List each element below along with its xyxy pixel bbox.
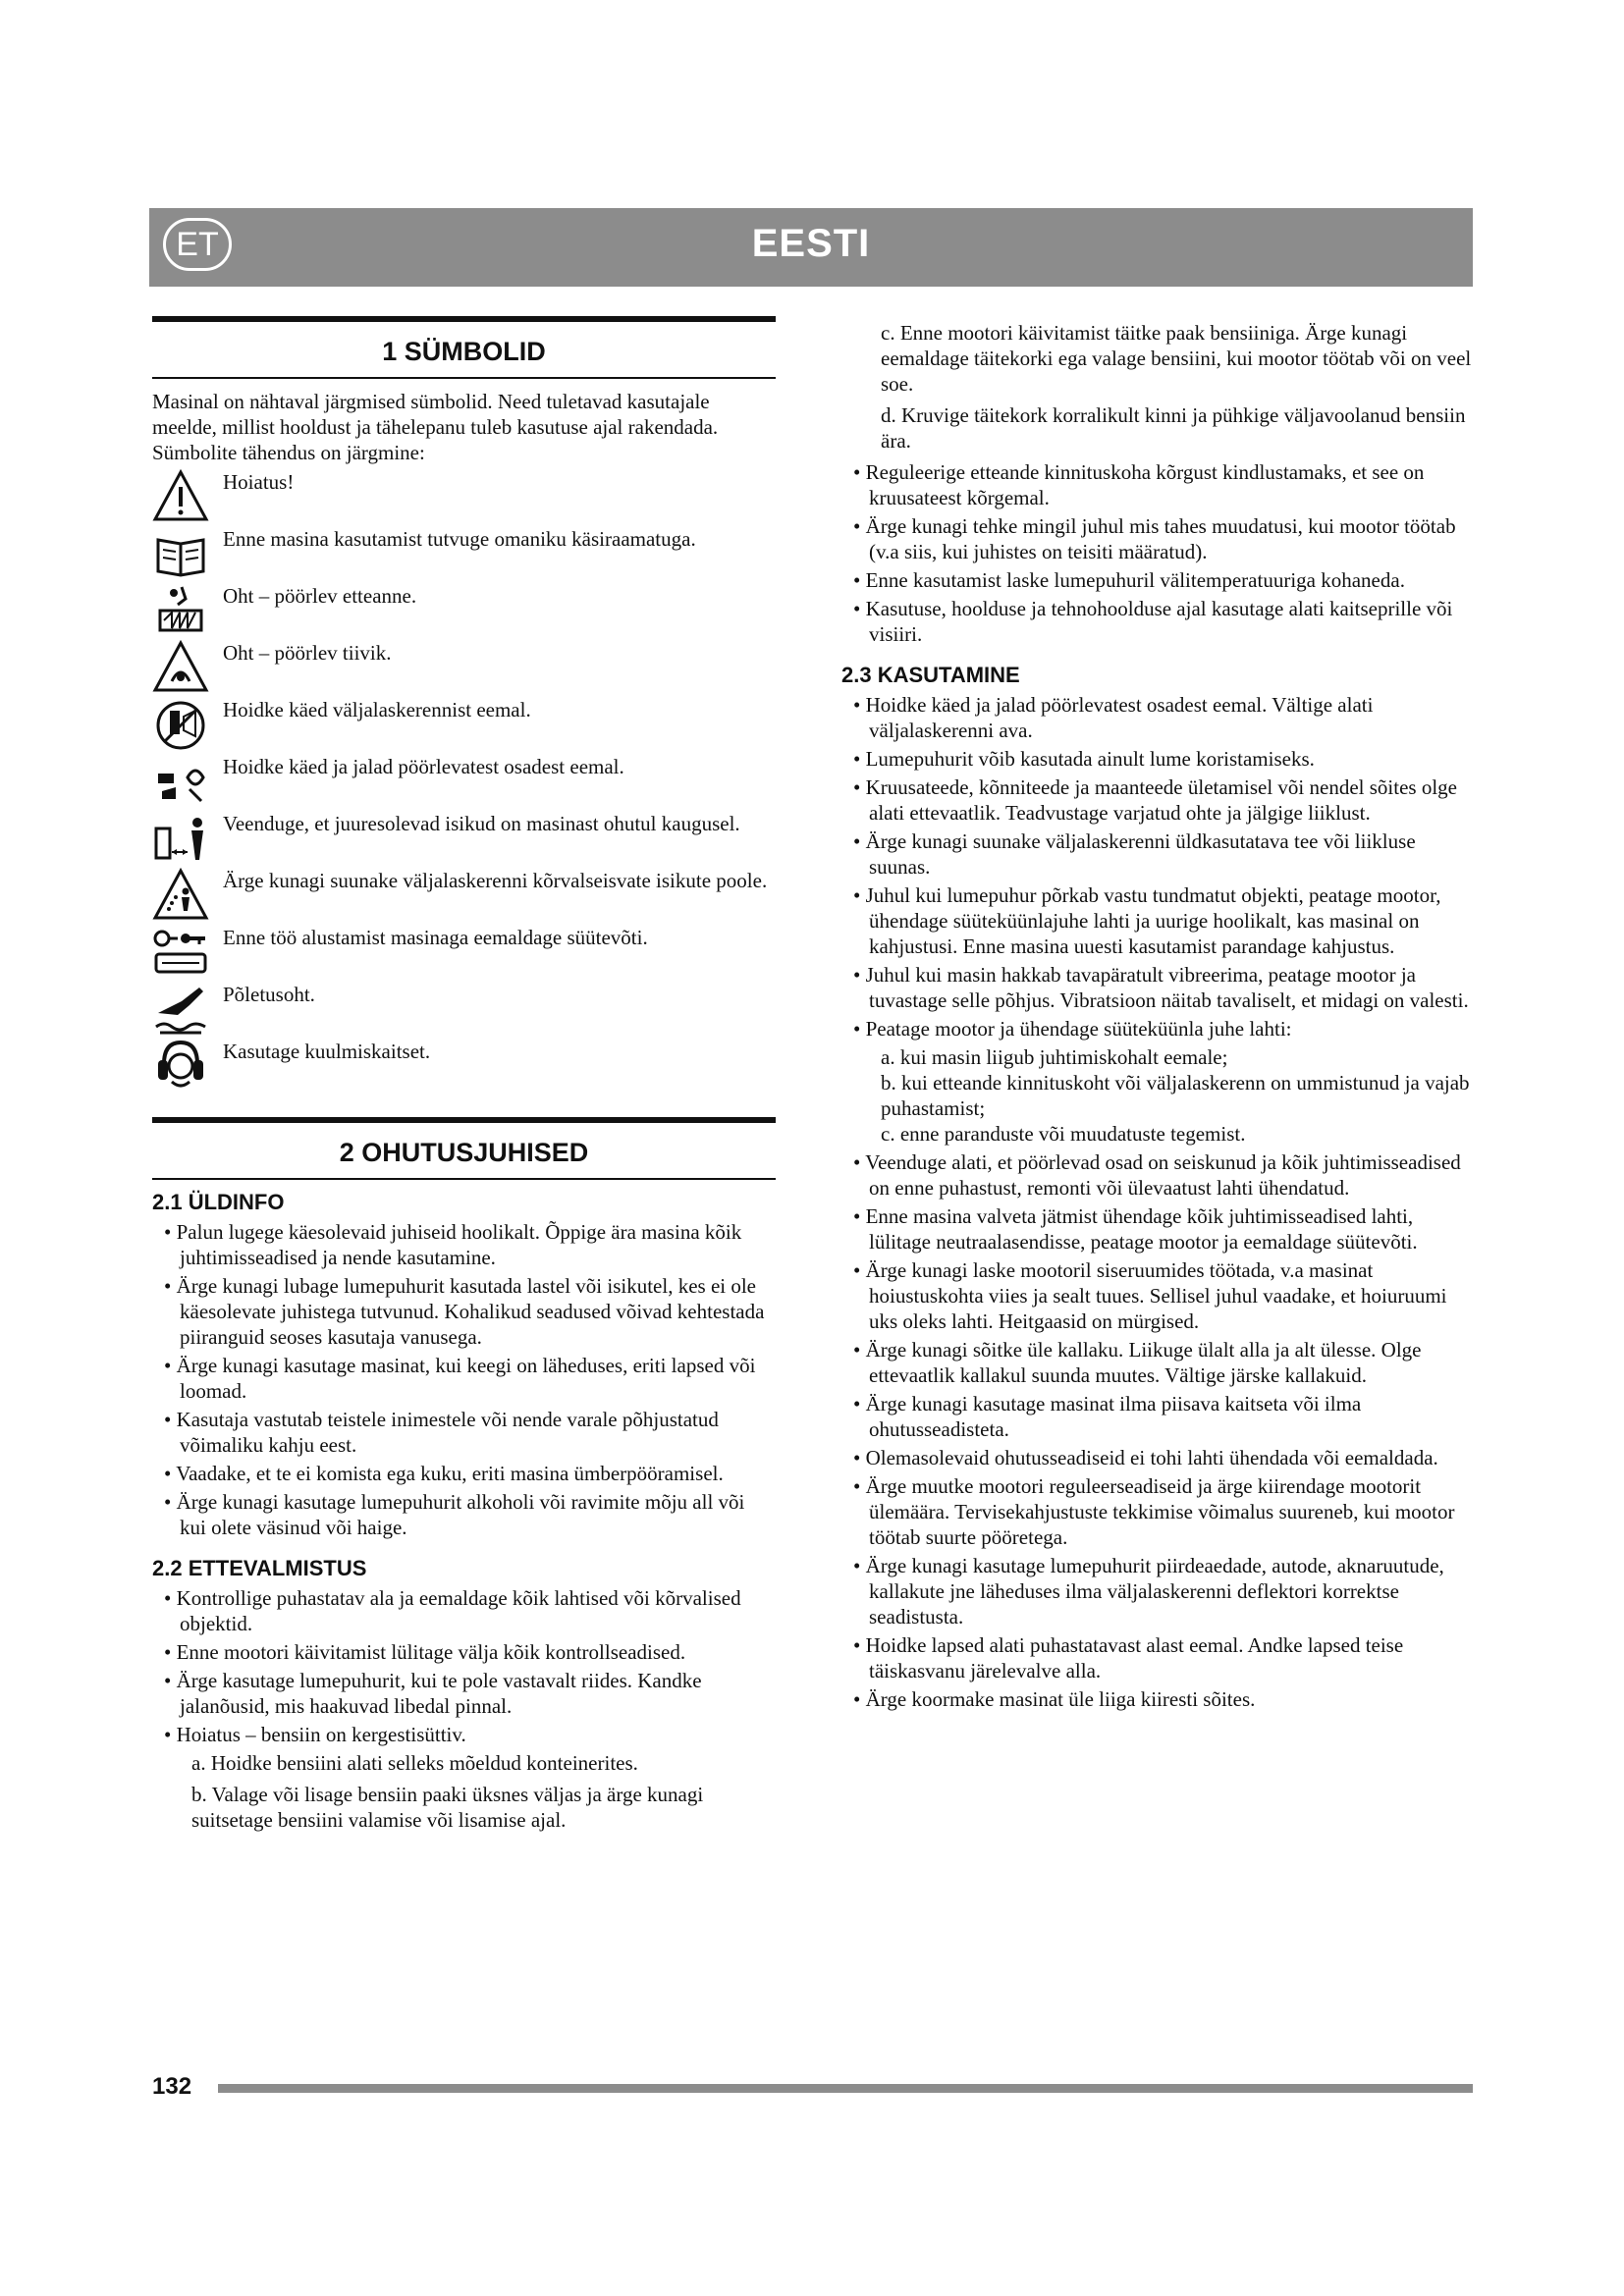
stop-case-a: a. kui masin liigub juhtimiskohalt eemale;	[881, 1045, 1228, 1069]
symbol-text: Hoidke käed ja jalad pöörlevatest osadest eemal.	[223, 755, 624, 778]
list-item: • Peatage mootor ja ühendage süüteküünla juhe lahti:	[853, 1017, 1292, 1041]
thrown-objects-icon	[152, 868, 209, 921]
symbol-text: Enne töö alustamist masinaga eemaldage süütevõti.	[223, 926, 648, 949]
section-1-heading: 1 SÜMBOLID	[152, 316, 776, 379]
right-column	[841, 320, 1473, 1715]
list-item: • Ärge kasutage lumepuhurit, kui te pole vastavalt riides. Kandke jalanõusid, mis haakuvad libedal pinnal.	[164, 1669, 702, 1718]
symbol-row	[152, 526, 776, 583]
list-item: • Juhul kui lumepuhur põrkab vastu tundmatut objekti, peatage mootor, ühendage süüteküünlajuhe lahti ja uurige hoolikalt, kas masinal on kahjustusi. Enne masina uuesti kasutamist parandage kahjustus.	[853, 883, 1441, 958]
bystander-distance-icon	[152, 811, 209, 864]
list-item: • Kasutaja vastutab teistele inimestele või nende varale põhjustatud võimaliku kahju eest.	[164, 1408, 719, 1457]
list-item: • Ärge kunagi kasutage lumepuhurit piirdeaedade, autode, aknaruutude, kallakute jne läheduses ilma väljalaskerenni deflektori korrektse seadistusta.	[853, 1554, 1444, 1629]
symbol-text: Oht – pöörlev etteanne.	[223, 584, 417, 608]
rotating-auger-icon	[152, 583, 209, 636]
stop-case-b: b. kui etteande kinnituskoht või väljalaskerenn on ummistunud ja vajab puhastamist;	[881, 1071, 1470, 1120]
symbol-row	[152, 754, 776, 811]
list-item: • Ärge kunagi kasutage masinat, kui keegi on läheduses, eriti lapsed või loomad.	[164, 1354, 756, 1403]
symbol-row	[152, 640, 776, 697]
list-item: • Olemasolevaid ohutusseadiseid ei tohi lahti ühendada või eemaldada.	[853, 1446, 1438, 1469]
symbol-row	[152, 583, 776, 640]
list-item: • Hoidke käed ja jalad pöörlevatest osadest eemal. Vältige alati väljalaskerenni ava.	[853, 693, 1374, 742]
symbol-row	[152, 1039, 776, 1095]
list-item: • Lumepuhurit võib kasutada ainult lume koristamiseks.	[853, 747, 1315, 771]
list-item: • Hoiatus – bensiin on kergestisüttiv.	[164, 1723, 466, 1746]
symbol-row	[152, 925, 776, 982]
symbol-text: Kasutage kuulmiskaitset.	[223, 1040, 431, 1063]
list-item: • Kruusateede, kõnniteede ja maanteede ületamisel või nendel sõites olge alati ettevaatlik. Teadvustage varjatud ohte ja jälgige liiklust.	[853, 775, 1457, 825]
symbol-row	[152, 868, 776, 925]
subsection-general-heading: 2.1 ÜLDINFO	[152, 1190, 285, 1214]
list-item: • Ärge kunagi suunake väljalaskerenni üldkasutatava tee või liikluse suunas.	[853, 829, 1416, 879]
list-item: • Ärge kunagi kasutage masinat ilma piisava kaitseta või ilma ohutusseadisteta.	[853, 1392, 1362, 1441]
symbol-row	[152, 811, 776, 868]
list-item: • Enne mootori käivitamist lülitage välja kõik kontrollseadised.	[164, 1640, 686, 1664]
section-1-meaning: Sümbolite tähendus on järgmine:	[152, 441, 425, 464]
section-1-intro: Masinal on nähtaval järgmised sümbolid. Need tuletavad kasutajale meelde, millist hooldust ja tähelepanu tuleb kasutuse ajal rakendada.	[152, 390, 719, 439]
symbol-text: Veenduge, et juuresolevad isikud on masinast ohutul kaugusel.	[223, 812, 740, 835]
symbol-text: Ärge kunagi suunake väljalaskerenni kõrvalseisvate isikute poole.	[223, 869, 768, 892]
fuel-rule-a: a. Hoidke bensiini alati selleks mõeldud konteinerites.	[191, 1751, 638, 1775]
list-item: • Enne masina valveta jätmist ühendage kõik juhtimisseadised lahti, lülitage neutraalasendisse, peatage mootor ja eemaldage süütevõti.	[853, 1204, 1418, 1254]
list-item: • Ärge kunagi kasutage lumepuhurit alkoholi või ravimite mõju all või kui olete väsinud või haige.	[164, 1490, 745, 1539]
symbol-row	[152, 697, 776, 754]
page-number: 132	[152, 2073, 192, 2100]
symbol-text: Põletusoht.	[223, 983, 315, 1006]
list-item: • Juhul kui masin hakkab tavapäratult vibreerima, peatage mootor ja tuvastage selle põhjus. Vibratsioon näitab tavaliselt, et midagi on valesti.	[853, 963, 1469, 1012]
list-item: • Reguleerige etteande kinnituskoha kõrgust kindlustamaks, et see on kruusateest kõrgemal.	[853, 460, 1425, 509]
fuel-rule-c: c. Enne mootori käivitamist täitke paak bensiiniga. Ärge kunagi eemaldage täitekorki ega valage bensiini, kui mootor töötab või on veel soe.	[881, 321, 1472, 396]
hands-feet-icon	[152, 754, 209, 807]
list-item: • Ärge kunagi laske mootoril siseruumides töötada, v.a masinat hoiustuskohta viies ja sealt tuues. Sellisel juhul vaadake, et hoiuruumi uks oleks lahti. Heitgaasid on mürgised.	[853, 1258, 1447, 1333]
hand-chute-icon	[152, 697, 209, 750]
list-item: • Ärge kunagi tehke mingil juhul mis tahes muudatusi, kui mootor töötab (v.a siis, kui juhistes on teisiti määratud).	[853, 514, 1456, 563]
list-item: • Ärge kunagi sõitke üle kallaku. Liikuge ülalt alla ja alt ülesse. Olge ettevaatlik kallakul suunda muutes. Vältige järske kallakuid.	[853, 1338, 1422, 1387]
header-title: EESTI	[751, 222, 871, 265]
list-item: • Ärge kunagi lubage lumepuhurit kasutada lastel või isikutel, kes ei ole käesolevate juhistega tutvunud. Kohalikud seadused võivad kehtestada piiranguid seoses kasutaja vanusega.	[164, 1274, 765, 1349]
symbol-text: Hoiatus!	[223, 470, 295, 494]
ignition-key-icon	[152, 925, 209, 978]
list-item: • Kontrollige puhastatav ala ja eemaldage kõik lahtised või kõrvalised objektid.	[164, 1586, 741, 1635]
list-item: • Vaadake, et te ei komista ega kuku, eriti masina ümberpööramisel.	[164, 1462, 724, 1485]
list-item: • Palun lugege käesolevaid juhiseid hoolikalt. Õppige ära masina kõik juhtimisseadised ja nende kasutamine.	[164, 1220, 742, 1269]
language-badge: ET	[163, 218, 232, 271]
symbol-list	[152, 469, 776, 1095]
ear-protection-icon	[152, 1039, 209, 1092]
symbol-text: Oht – pöörlev tiivik.	[223, 641, 392, 665]
left-column	[152, 316, 776, 1839]
list-item: • Enne kasutamist laske lumepuhuril välitemperatuuriga kohaneda.	[853, 568, 1405, 592]
list-item: • Kasutuse, hoolduse ja tehnohoolduse ajal kasutage alati kaitseprille või visiiri.	[853, 597, 1453, 646]
list-item: • Ärge muutke mootori reguleerseadiseid ja ärge kiirendage mootorit ülemäära. Tervisekahjustuste tekkimise võimalus suureneb, kui mootor töötab suurte pööretega.	[853, 1474, 1455, 1549]
symbol-text: Enne masina kasutamist tutvuge omaniku käsiraamatuga.	[223, 527, 696, 551]
open-manual-icon	[152, 526, 209, 579]
section-2-heading: 2 OHUTUSJUHISED	[152, 1117, 776, 1180]
list-item: • Hoidke lapsed alati puhastatavast alast eemal. Andke lapsed teise täiskasvanu järelevalve alla.	[853, 1633, 1404, 1682]
subsection-prep-heading: 2.2 ETTEVALMISTUS	[152, 1556, 367, 1580]
symbol-text: Hoidke käed väljalaskerennist eemal.	[223, 698, 531, 721]
fuel-rule-d: d. Kruvige täitekork korralikult kinni ja pühkige väljavoolanud bensiin ära.	[881, 403, 1466, 453]
symbol-row	[152, 982, 776, 1039]
list-item: • Ärge koormake masinat üle liiga kiiresti sõites.	[853, 1687, 1256, 1711]
rotating-impeller-icon	[152, 640, 209, 693]
hot-surface-icon	[152, 982, 209, 1035]
fuel-rule-b: b. Valage või lisage bensiin paaki üksnes väljas ja ärge kunagi suitsetage bensiini valamise või lisamise ajal.	[191, 1783, 704, 1832]
subsection-usage-heading: 2.3 KASUTAMINE	[841, 663, 1020, 687]
list-item: • Veenduge alati, et pöörlevad osad on seiskunud ja kõik juhtimisseadised on enne puhastust, remonti või ülevaatust lahti ühendatud.	[853, 1150, 1461, 1200]
warning-triangle-icon	[152, 469, 209, 522]
footer-rule	[218, 2084, 1473, 2093]
symbol-row	[152, 469, 776, 526]
stop-case-c: c. enne paranduste või muudatuste tegemist.	[881, 1122, 1246, 1146]
header-bar	[149, 208, 1473, 287]
